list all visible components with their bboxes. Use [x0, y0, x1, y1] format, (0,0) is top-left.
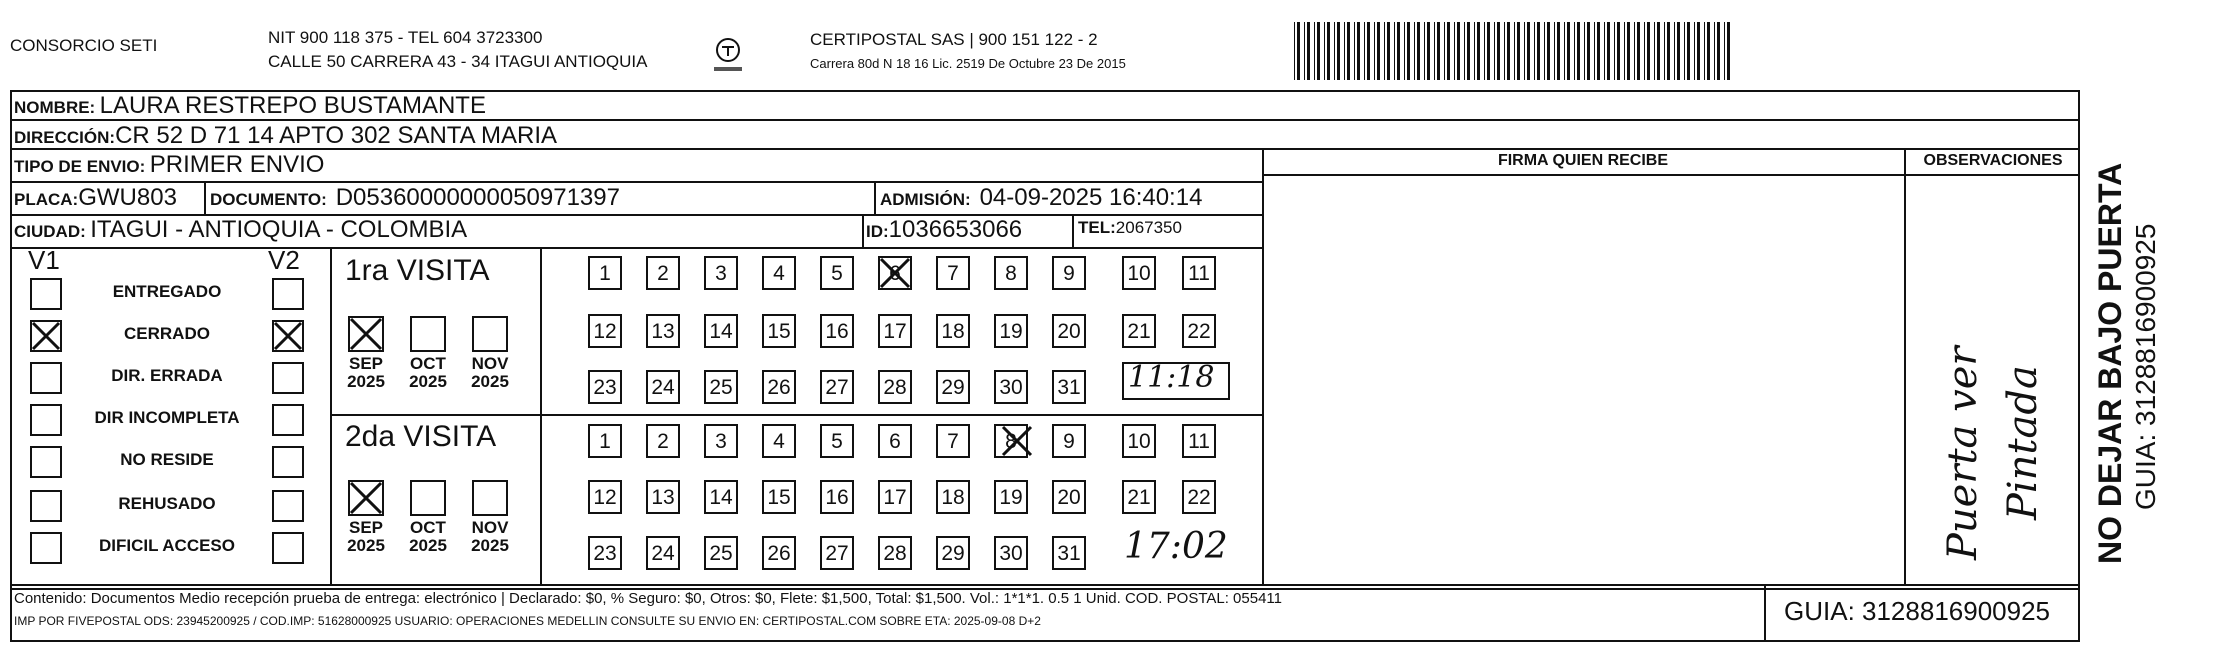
visit2-day-3[interactable]: 3 — [704, 424, 738, 458]
visit1-day-29[interactable]: 29 — [936, 370, 970, 404]
status-label: DIFICIL ACCESO — [98, 536, 235, 555]
visit1-day-6-x-mark — [878, 256, 912, 290]
observaciones-header: OBSERVACIONES — [1923, 152, 2063, 169]
visit1-month-year: 2025 — [347, 372, 385, 391]
visit1-day-30[interactable]: 30 — [994, 370, 1028, 404]
visit1-day-10[interactable]: 10 — [1122, 256, 1156, 290]
address-line: CALLE 50 CARRERA 43 - 34 ITAGUI ANTIOQUIA — [268, 52, 648, 71]
visit2-day-14[interactable]: 14 — [704, 480, 738, 514]
visit1-day-5[interactable]: 5 — [820, 256, 854, 290]
visit1-day-24[interactable]: 24 — [646, 370, 680, 404]
visit1-day-14[interactable]: 14 — [704, 314, 738, 348]
visit1-month-checkbox[interactable] — [410, 316, 446, 352]
visit2-month-label: OCT — [410, 518, 446, 537]
status-label: ENTREGADO — [112, 282, 222, 301]
visit2-month-label: SEP — [348, 518, 384, 537]
visit2-day-26[interactable]: 26 — [762, 536, 796, 570]
visit1-day-22[interactable]: 22 — [1182, 314, 1216, 348]
v2-checkbox[interactable] — [272, 278, 304, 310]
ciudad-field: CIUDAD: ITAGUI - ANTIOQUIA - COLOMBIA — [14, 216, 468, 243]
visit2-day-30[interactable]: 30 — [994, 536, 1028, 570]
direccion-field: DIRECCIÓN:CR 52 D 71 14 APTO 302 SANTA MARIA — [14, 122, 558, 149]
firma-header: FIRMA QUIEN RECIBE — [1497, 152, 1669, 169]
visit2-day-2[interactable]: 2 — [646, 424, 680, 458]
visit1-day-13[interactable]: 13 — [646, 314, 680, 348]
side-guia: GUIA: 3128816900925 — [2130, 223, 2161, 510]
visit2-month-year: 2025 — [347, 536, 385, 555]
v1-checkbox[interactable] — [30, 490, 62, 522]
visit1-day-20[interactable]: 20 — [1052, 314, 1086, 348]
visit1-day-3[interactable]: 3 — [704, 256, 738, 290]
visit2-day-29[interactable]: 29 — [936, 536, 970, 570]
v2-checkbox[interactable] — [272, 404, 304, 436]
tipo-envio-field: TIPO DE ENVIO: PRIMER ENVIO — [14, 151, 325, 178]
id-field: ID:1036653066 — [866, 216, 1023, 243]
status-label: DIR. ERRADA — [111, 366, 223, 385]
visit1-month-label: OCT — [410, 354, 446, 373]
status-label: REHUSADO — [118, 494, 216, 513]
barcode — [1294, 22, 1734, 80]
visit2-day-8[interactable]: 8 — [994, 424, 1028, 458]
v2-checkbox[interactable] — [272, 446, 304, 478]
visit2-sep-x-mark — [348, 480, 384, 516]
v2-checkbox[interactable] — [272, 532, 304, 564]
visit1-month-label: NOV — [471, 354, 509, 373]
visit1-day-19[interactable]: 19 — [994, 314, 1028, 348]
visit1-day-18[interactable]: 18 — [936, 314, 970, 348]
observation-handwriting-2: Pintada — [2000, 365, 2046, 520]
certipostal-line: CERTIPOSTAL SAS | 900 151 122 - 2 — [810, 30, 1098, 49]
visit1-day-8[interactable]: 8 — [994, 256, 1028, 290]
visit2-day-15[interactable]: 15 — [762, 480, 796, 514]
visit1-day-7[interactable]: 7 — [936, 256, 970, 290]
visit1-sep-x-mark — [348, 316, 384, 352]
visit1-month-year: 2025 — [409, 372, 447, 391]
status-label: DIR INCOMPLETA — [94, 408, 240, 427]
v1-checkbox[interactable] — [30, 446, 62, 478]
visit2-month-year: 2025 — [409, 536, 447, 555]
visit2-month-label: NOV — [471, 518, 509, 537]
visit1-day-31[interactable]: 31 — [1052, 370, 1086, 404]
visit2-day-16[interactable]: 16 — [820, 480, 854, 514]
placa-field: PLACA:GWU803 — [14, 184, 177, 211]
visit1-day-21[interactable]: 21 — [1122, 314, 1156, 348]
visit2-month-year: 2025 — [471, 536, 509, 555]
visit1-day-16[interactable]: 16 — [820, 314, 854, 348]
visit1-month-label: SEP — [348, 354, 384, 373]
v1-checkbox[interactable] — [30, 278, 62, 310]
visit1-day-23[interactable]: 23 — [588, 370, 622, 404]
visit1-day-4[interactable]: 4 — [762, 256, 796, 290]
admision-field: ADMISIÓN: 04-09-2025 16:40:14 — [880, 184, 1203, 211]
v2-cerrado-x-mark — [272, 320, 304, 352]
visit2-time: 17:02 — [1124, 526, 1228, 567]
visit1-day-15[interactable]: 15 — [762, 314, 796, 348]
visit2-title: 2da VISITA — [345, 420, 497, 453]
v1-checkbox[interactable] — [30, 362, 62, 394]
visit2-day-13[interactable]: 13 — [646, 480, 680, 514]
license-line: Carrera 80d N 18 16 Lic. 2519 De Octubre 23 De 2015 — [810, 56, 1126, 71]
visit2-day-27[interactable]: 27 — [820, 536, 854, 570]
visit2-day-18[interactable]: 18 — [936, 480, 970, 514]
visit2-day-4[interactable]: 4 — [762, 424, 796, 458]
visit2-day-11[interactable]: 11 — [1182, 424, 1216, 458]
visit1-day-9[interactable]: 9 — [1052, 256, 1086, 290]
visit1-day-2[interactable]: 2 — [646, 256, 680, 290]
visit1-day-27[interactable]: 27 — [820, 370, 854, 404]
v2-checkbox[interactable] — [272, 490, 304, 522]
visit2-day-21[interactable]: 21 — [1122, 480, 1156, 514]
visit2-day-24[interactable]: 24 — [646, 536, 680, 570]
v1-label: V1 — [28, 245, 60, 275]
certipostal-logo-icon — [706, 34, 750, 78]
visit2-day-9[interactable]: 9 — [1052, 424, 1086, 458]
visit1-day-6[interactable]: 6 — [878, 256, 912, 290]
visit2-day-5[interactable]: 5 — [820, 424, 854, 458]
visit1-day-17[interactable]: 17 — [878, 314, 912, 348]
visit1-title: 1ra VISITA — [345, 254, 490, 287]
visit1-day-26[interactable]: 26 — [762, 370, 796, 404]
visit2-day-25[interactable]: 25 — [704, 536, 738, 570]
visit1-time: 11:18 — [1128, 360, 1215, 395]
visit2-day-6[interactable]: 6 — [878, 424, 912, 458]
visit1-day-25[interactable]: 25 — [704, 370, 738, 404]
v2-label: V2 — [268, 245, 300, 275]
visit1-day-28[interactable]: 28 — [878, 370, 912, 404]
visit2-day-23[interactable]: 23 — [588, 536, 622, 570]
documento-field: DOCUMENTO: D05360000000050971397 — [210, 184, 620, 211]
visit2-day-8-x-mark — [1000, 424, 1034, 458]
tel-field: TEL:2067350 — [1078, 218, 1182, 237]
nit-line: NIT 900 118 375 - TEL 604 3723300 — [268, 28, 543, 47]
observation-handwriting-1: Puerta ver — [1940, 346, 1986, 560]
visit2-day-31[interactable]: 31 — [1052, 536, 1086, 570]
visit2-day-10[interactable]: 10 — [1122, 424, 1156, 458]
nombre-field: NOMBRE: LAURA RESTREPO BUSTAMANTE — [14, 92, 486, 119]
visit2-day-1[interactable]: 1 — [588, 424, 622, 458]
visit2-month-checkbox[interactable] — [472, 480, 508, 516]
footer-guia: GUIA: 3128816900925 — [1784, 596, 2050, 626]
visit2-day-12[interactable]: 12 — [588, 480, 622, 514]
company-name: CONSORCIO SETI — [10, 36, 158, 55]
visit2-day-28[interactable]: 28 — [878, 536, 912, 570]
visit1-month-year: 2025 — [471, 372, 509, 391]
visit2-day-20[interactable]: 20 — [1052, 480, 1086, 514]
visit1-day-1[interactable]: 1 — [588, 256, 622, 290]
visit1-day-11[interactable]: 11 — [1182, 256, 1216, 290]
v1-checkbox[interactable] — [30, 532, 62, 564]
visit2-day-17[interactable]: 17 — [878, 480, 912, 514]
footer-line-2: IMP POR FIVEPOSTAL ODS: 23945200925 / COD.IMP: 51628000925 USUARIO: OPERACIONES MEDELLIN CONSULTE SU ENVIO EN: CERTIPOSTAL.COM SOBRE ETA: 2025-09-08 D+2 — [14, 614, 1041, 628]
footer-line-1: Contenido: Documentos Medio recepción prueba de entrega: electrónico | Declarado: $0, % Seguro: $0, Otros: $0, Flete: $1,500, Total: $1,500. Vol.: 1*1*1. 0.5 1 Unid. COD. POSTAL: 055411 — [14, 590, 1282, 607]
side-warning: NO DEJAR BAJO PUERTA — [2092, 162, 2128, 564]
visit2-day-22[interactable]: 22 — [1182, 480, 1216, 514]
visit2-day-19[interactable]: 19 — [994, 480, 1028, 514]
visit1-month-checkbox[interactable] — [472, 316, 508, 352]
status-label: NO RESIDE — [120, 450, 214, 469]
status-label: CERRADO — [124, 324, 210, 343]
visit2-day-7[interactable]: 7 — [936, 424, 970, 458]
v2-checkbox[interactable] — [272, 362, 304, 394]
v1-cerrado-x-mark — [30, 320, 62, 352]
v1-checkbox[interactable] — [30, 404, 62, 436]
visit1-day-12[interactable]: 12 — [588, 314, 622, 348]
visit2-month-checkbox[interactable] — [410, 480, 446, 516]
